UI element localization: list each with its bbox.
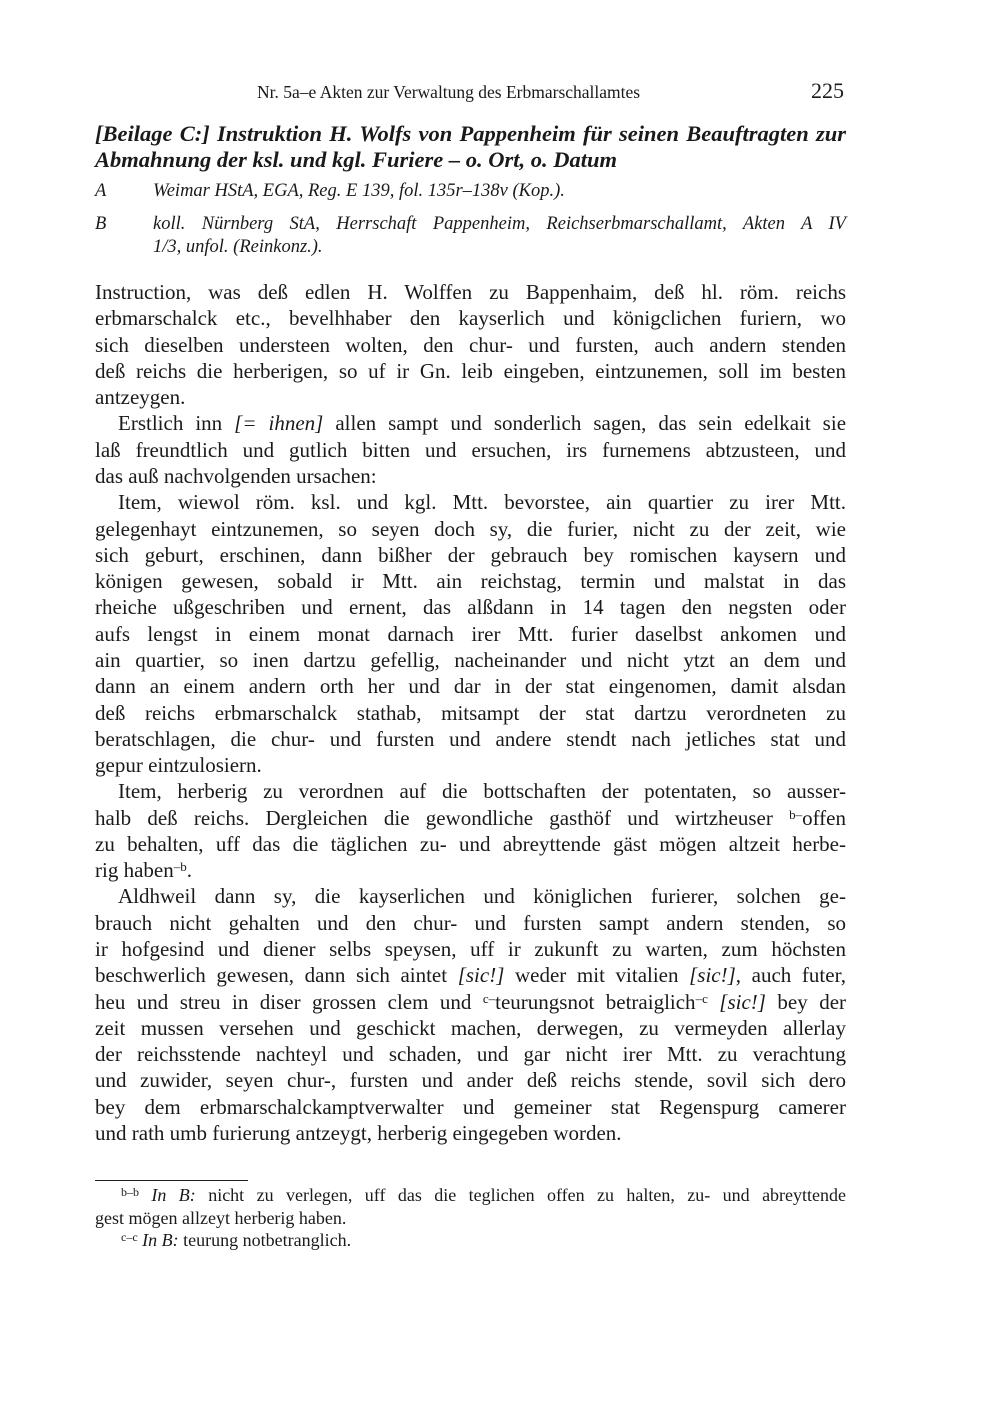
text-line — [95, 962, 846, 988]
text-run: brauch nicht gehalten und den chur- und fursten sampt andern stenden, so — [95, 910, 846, 935]
text-run: und zuwider, seyen chur-, fursten und ander deß reichs stende, sovil sich dero — [95, 1068, 846, 1093]
text-line — [95, 1207, 846, 1230]
footnote-marker: c– — [482, 990, 496, 1006]
text-line — [95, 1015, 846, 1041]
text-run: bey dem erbmarschalckamptverwalter und gemeiner stat Regenspurg camerer — [95, 1094, 846, 1119]
text-run: offen — [802, 805, 846, 830]
text-line — [95, 463, 846, 489]
text-run: rheiche ußgeschriben und ernent, das alßdann in 14 tagen den negsten oder — [95, 595, 846, 620]
text-run: deß reichs die herberigen, so uf ir Gn. leib eingeben, eintzunemen, soll im besten — [95, 358, 846, 383]
source-siglum: B — [95, 214, 107, 234]
paragraph — [95, 410, 846, 489]
text-line — [95, 726, 846, 752]
text-run: Item, herberig zu verordnen auf die bottschaften der potentaten, so ausser- — [118, 779, 846, 804]
document-title — [95, 121, 846, 173]
text-run: teurungsnot betraiglich — [495, 989, 696, 1014]
text-run: ir hofgesind und diener selbs speysen, uff ir zukunft zu warten, zum höchsten — [95, 937, 846, 962]
text-line — [95, 883, 846, 909]
text-run: Aldhweil dann sy, die kayserlichen und königlichen furierer, solchen ge- — [118, 884, 846, 909]
text-run: zeit mussen versehen und geschickt machen, derwegen, zu vermeyden allerlay — [95, 1015, 846, 1040]
text-line — [95, 489, 846, 515]
page-number: 225 — [811, 78, 844, 103]
text-line — [95, 516, 846, 542]
text-run: gepur eintzulosiern. — [95, 753, 262, 778]
running-title: Nr. 5a–e Akten zur Verwaltung des Erbmarschallamtes — [257, 82, 641, 102]
paragraph — [95, 489, 846, 778]
text-run: weder mit vitalien — [504, 963, 690, 988]
text-line — [95, 384, 846, 410]
source-text: Weimar HStA, EGA, Reg. E 139, fol. 135r–138v (Kop.). — [153, 181, 565, 201]
footnotes — [95, 1184, 846, 1252]
text-run: gelegenhayt eintzunemen, so seyen doch sy, die furier, nicht zu der zeit, wie — [95, 516, 846, 541]
text-line — [95, 542, 846, 568]
editorial-italic: [sic!] — [689, 963, 736, 988]
text-run: dann an einem andern orth her und dar in der stat eingenomen, damit alsdan — [95, 674, 846, 699]
paragraph — [95, 883, 846, 1146]
text-run: gest mögen allzeyt herberig haben. — [95, 1207, 347, 1228]
text-run: Instruction, was deß edlen H. Wolffen zu Bappenhaim, deß hl. röm. reichs — [95, 280, 846, 304]
text-run: erbmarschalck etc., bevelhhaber den kayserlich und königclichen furiern, wo — [95, 306, 846, 331]
text-run: antzeygen. — [95, 385, 186, 410]
text-run: halb deß reichs. Dergleichen die gewondliche gasthöf und wirtzheuser — [95, 805, 790, 830]
text-line — [95, 279, 846, 305]
text-run: zu behalten, uff das die täglichen zu- und abreyttende gäst mögen altzeit herbe- — [95, 831, 846, 856]
paragraph — [95, 279, 846, 410]
text-line — [95, 305, 846, 331]
text-line — [95, 778, 846, 804]
text-run: rig haben — [95, 858, 174, 883]
text-line — [95, 1229, 846, 1252]
footnote-marker: –c — [695, 990, 708, 1006]
text-line — [95, 857, 846, 883]
text-line — [95, 621, 846, 647]
footnote — [95, 1229, 846, 1252]
text-run: Item, wiewol röm. ksl. und kgl. Mtt. bevorstee, ain quartier zu irer Mtt. — [118, 490, 846, 515]
text-run: aufs lengst in einem monat darnach irer Mtt. furier daselbst ankomen und — [95, 621, 846, 646]
text-run: nicht zu verlegen, uff das die teglichen offen zu halten, zu- und abreyttende — [195, 1185, 847, 1205]
text-run: heu und streu in diser grossen clem und — [95, 989, 483, 1014]
text-line — [95, 594, 846, 620]
text-run: allen sampt und sonderlich sagen, das sein edelkait sie — [323, 411, 847, 436]
paragraph — [95, 778, 846, 883]
text-line — [95, 1067, 846, 1093]
text-run: und rath umb furierung antzeygt, herberig eingegeben worden. — [95, 1121, 622, 1145]
footnote-marker: b– — [789, 806, 803, 822]
footnote-rule — [95, 1180, 248, 1181]
source-text: 1/3, unfol. (Reinkonz.). — [153, 237, 323, 257]
text-line — [95, 805, 846, 831]
text-line — [95, 910, 846, 936]
title-line: Abmahnung der ksl. und kgl. Furiere – o. Ort, o. Datum — [95, 147, 617, 172]
text-line — [95, 700, 846, 726]
editorial-italic: In B: — [142, 1230, 179, 1250]
text-line — [95, 936, 846, 962]
text-line — [95, 1094, 846, 1120]
text-run: ain quartier, so inen dartzu gefellig, nacheinander und nicht ytzt an dem und — [95, 647, 846, 672]
text-line — [95, 1184, 846, 1207]
text-line — [95, 568, 846, 594]
text-line — [95, 437, 846, 463]
text-line — [95, 831, 846, 857]
text-run: der reichsstende nachteyl und schaden, und gar nicht irer Mtt. zu verachtung — [95, 1042, 846, 1067]
title-line: [Beilage C:] Instruktion H. Wolfs von Pappenheim für seinen Beauftragten zur — [95, 121, 846, 146]
text-run: das auß nachvolgenden ursachen: — [95, 463, 377, 488]
text-run: teurung notbetranglich. — [178, 1230, 352, 1250]
text-run: , auch futer, — [735, 963, 846, 988]
text-line — [95, 1041, 846, 1067]
text-line — [95, 647, 846, 673]
editorial-italic: [sic!] — [457, 963, 505, 988]
editorial-italic: [sic!] — [719, 989, 766, 1014]
text-run: königen gewesen, sobald ir Mtt. ain reichstag, termin und malstat in das — [95, 569, 846, 594]
text-run: sich geburt, erschinen, dann bißher der gebrauch bey romischen kaysern und — [95, 542, 846, 567]
text-line — [95, 410, 846, 436]
text-line — [95, 1120, 846, 1146]
editorial-italic: [= ihnen] — [234, 411, 324, 436]
text-line — [95, 358, 846, 384]
footnote — [95, 1184, 846, 1229]
text-run: deß reichs erbmarschalck stathab, mitsampt der stat dartzu verordneten zu — [95, 700, 846, 725]
text-run: laß freundtlich und gutlich bitten und ersuchen, irs furnemens abtzusteen, und — [95, 437, 846, 462]
text-line — [95, 752, 846, 778]
text-run: bey der — [765, 989, 847, 1014]
text-run: beschwerlich gewesen, dann sich aintet — [95, 963, 458, 988]
text-line — [95, 332, 846, 358]
footnote-marker: b–b — [121, 1185, 139, 1199]
text-run: Erstlich inn — [118, 411, 235, 436]
editorial-italic: In B: — [151, 1185, 196, 1205]
text-line — [95, 673, 846, 699]
footnote-marker: –b — [173, 859, 187, 875]
source-text: koll. Nürnberg StA, Herrschaft Pappenheim, Reichserbmarschallamt, Akten A IV — [153, 214, 846, 234]
text-line — [95, 989, 846, 1015]
text-run: . — [186, 858, 192, 883]
text-run — [139, 1185, 151, 1205]
running-head — [95, 80, 846, 106]
text-run — [708, 990, 719, 1014]
footnote-marker: c–c — [121, 1230, 138, 1244]
main-text — [95, 279, 846, 1146]
source-siglum: A — [95, 181, 107, 201]
text-run: sich dieselben understeen wolten, den chur- und fursten, auch andern stenden — [95, 332, 846, 357]
text-run: beratschlagen, die chur- und fursten und andere stendt nach jetliches stat und — [95, 726, 846, 751]
